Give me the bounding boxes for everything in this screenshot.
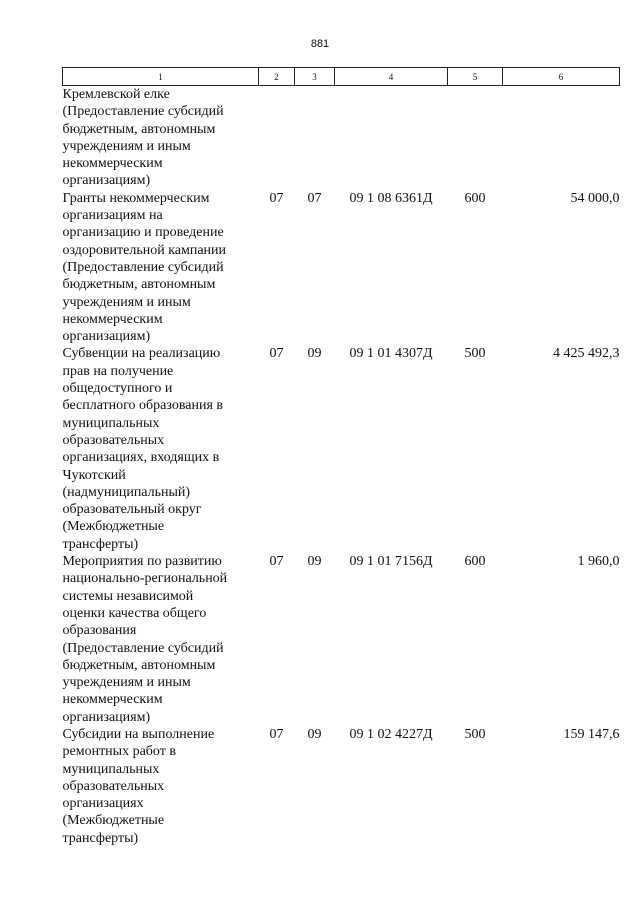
- header-col-1: 1: [63, 68, 259, 86]
- row-name-line: (Предоставление субсидий: [62, 259, 224, 275]
- header-col-4: 4: [335, 68, 448, 86]
- row-name-line: Мероприятия по развитию: [62, 554, 222, 570]
- row-name-line: Субвенции на реализацию: [62, 346, 221, 362]
- row-name-cell: [63, 726, 259, 847]
- row-vr-cell: 500: [464, 346, 486, 362]
- row-name-cell: [63, 345, 259, 553]
- row-pr-cell: 09: [307, 554, 322, 570]
- row-rz-cell: 07: [269, 726, 284, 742]
- budget-table: [62, 67, 620, 847]
- row-name-line: муниципальных: [62, 761, 160, 777]
- row-name-line: Субсидии на выполнение: [62, 726, 215, 742]
- row-pr-cell: 09: [307, 726, 322, 742]
- row-sum-cell: [503, 86, 620, 190]
- row-name-line: ремонтных работ в: [62, 744, 176, 760]
- row-rz-cell: 07: [269, 346, 284, 362]
- row-name-line: образовательных: [62, 778, 165, 794]
- row-name-line: учреждениям и иным: [62, 675, 191, 691]
- row-name-line: системы независимой: [62, 588, 194, 604]
- row-name-line: Кремлевской елке: [62, 87, 170, 102]
- row-name-line: организациям на: [62, 208, 163, 224]
- row-csr-cell: 09 1 01 7156Д: [349, 554, 433, 570]
- row-name-line: учреждениям и иным: [62, 138, 191, 154]
- row-name-line: организациям): [62, 709, 151, 725]
- row-sum-cell: 1 960,0: [577, 554, 620, 570]
- row-name-line: (Межбюджетные: [62, 813, 165, 829]
- row-name-cell: [63, 86, 259, 190]
- row-name-line: некоммерческим: [62, 311, 163, 327]
- row-name-line: (Межбюджетные: [62, 519, 165, 535]
- header-col-3: 3: [295, 68, 335, 86]
- row-name-line: оценки качества общего: [62, 605, 207, 621]
- table-row: [63, 190, 620, 346]
- row-name-line: (Предоставление субсидий: [62, 104, 224, 120]
- table-row: [63, 726, 620, 847]
- row-name-line: трансферты): [62, 830, 139, 846]
- row-name-line: некоммерческим: [62, 156, 163, 172]
- row-sum-cell: 54 000,0: [570, 190, 620, 206]
- row-csr-cell: [335, 86, 448, 190]
- header-col-5: 5: [448, 68, 503, 86]
- row-name-line: Чукотский: [62, 467, 126, 483]
- row-name-line: муниципальных: [62, 415, 160, 431]
- row-pr-cell: [295, 86, 335, 190]
- row-vr-cell: 600: [464, 554, 486, 570]
- row-name-line: прав на получение: [62, 363, 174, 379]
- row-name-line: бюджетным, автономным: [62, 277, 216, 293]
- row-name-line: бюджетным, автономным: [62, 657, 216, 673]
- row-csr-cell: 09 1 08 6361Д: [349, 190, 433, 206]
- row-sum-cell: 159 147,6: [563, 726, 620, 742]
- row-name-line: организациям): [62, 173, 151, 189]
- row-name-line: национально-региональной: [62, 571, 228, 587]
- row-name-line: организациях: [62, 796, 144, 812]
- row-pr-cell: 07: [307, 190, 322, 206]
- table-row: [63, 86, 620, 190]
- row-name-cell: [63, 190, 259, 346]
- row-name-line: трансферты): [62, 536, 139, 552]
- row-name-line: организацию и проведение: [62, 225, 224, 241]
- row-csr-cell: 09 1 01 4307Д: [349, 346, 433, 362]
- row-name-cell: [63, 553, 259, 726]
- page-number: 881: [310, 38, 330, 50]
- row-name-line: учреждениям и иным: [62, 294, 191, 310]
- row-name-line: Гранты некоммерческим: [62, 190, 210, 206]
- row-vr-cell: 600: [464, 190, 486, 206]
- row-name-line: некоммерческим: [62, 692, 163, 708]
- row-csr-cell: 09 1 02 4227Д: [349, 726, 433, 742]
- row-name-line: образовательных: [62, 432, 165, 448]
- row-name-line: (надмуниципальный): [62, 484, 191, 500]
- table-row: [63, 553, 620, 726]
- table-body: [63, 86, 620, 848]
- row-name-line: бесплатного образования в: [62, 398, 224, 414]
- row-vr-cell: 500: [464, 726, 486, 742]
- table-header-row: [63, 68, 620, 86]
- row-rz-cell: 07: [269, 554, 284, 570]
- row-name-line: общедоступного и: [62, 381, 173, 397]
- row-name-line: организациям): [62, 329, 151, 345]
- table-row: [63, 345, 620, 553]
- row-vr-cell: [448, 86, 503, 190]
- row-name-line: (Предоставление субсидий: [62, 640, 224, 656]
- row-rz-cell: [259, 86, 295, 190]
- row-name-line: оздоровительной кампании: [62, 242, 227, 258]
- row-name-line: образования: [62, 623, 137, 639]
- row-sum-cell: 4 425 492,3: [553, 346, 620, 362]
- row-name-line: организациях, входящих в: [62, 450, 220, 466]
- header-col-2: 2: [259, 68, 295, 86]
- row-name-line: бюджетным, автономным: [62, 121, 216, 137]
- row-name-line: образовательный округ: [62, 502, 202, 518]
- header-col-6: 6: [503, 68, 620, 86]
- row-pr-cell: 09: [307, 346, 322, 362]
- row-rz-cell: 07: [269, 190, 284, 206]
